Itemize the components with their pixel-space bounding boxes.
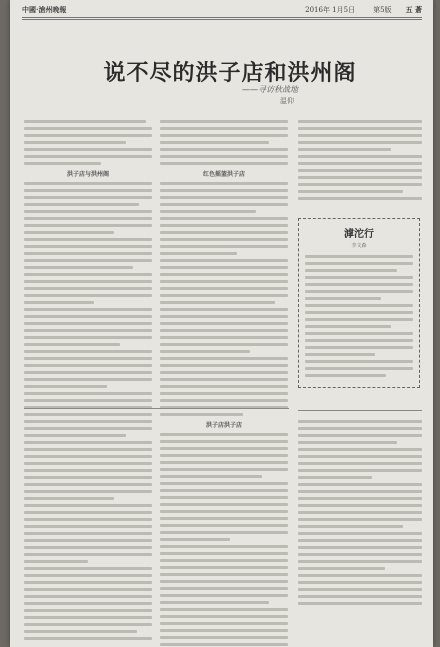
issue-date: 2016年 1月5日 [305, 6, 356, 14]
body-column-left [24, 120, 152, 644]
page-header [22, 4, 422, 16]
poem-title: 滹沱行 [344, 229, 374, 240]
body-column-middle [160, 120, 288, 647]
newspaper-page [10, 0, 433, 647]
section-name: 五 蒼 [405, 5, 422, 14]
section-heading: 红色摇篮洪子店 [202, 171, 245, 178]
article-author: 温仰 [280, 97, 294, 105]
section-heading: 洪子店洪子店 [205, 422, 242, 429]
article-subtitle: ——寻访秋战地 [242, 85, 298, 94]
poem-author: 李文森 [351, 243, 367, 249]
section-rule [24, 408, 289, 409]
article-title: 说不尽的洪子店和洪州阁 [103, 61, 357, 86]
newspaper-logo: 中國·滄州晚報 [22, 5, 67, 14]
page-number: 第5版 [373, 6, 392, 14]
body-column-right [298, 120, 422, 204]
body-column-right-lower [298, 420, 422, 609]
section-rule [298, 410, 422, 411]
header-rule-thin [22, 19, 422, 20]
header-rule [22, 17, 422, 18]
section-heading: 洪子店与洪州阁 [66, 171, 109, 178]
poem-box [298, 218, 420, 388]
